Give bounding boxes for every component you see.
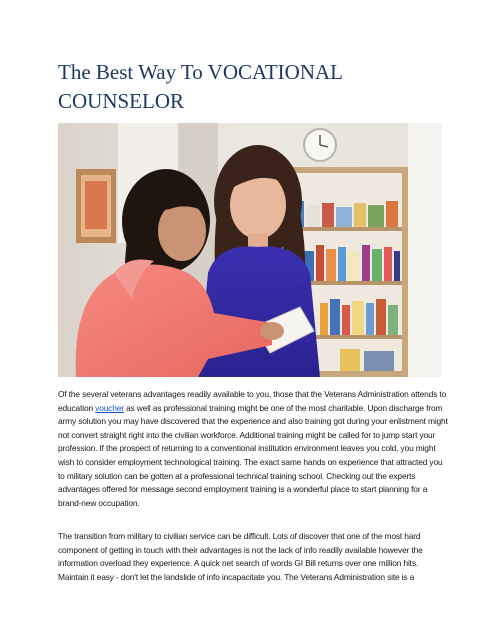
voucher-link[interactable]: voucher — [95, 402, 124, 413]
document-title — [58, 58, 438, 116]
title-line-2: COUNSELOR — [58, 89, 185, 113]
body-paragraph-2: The transition from military to civilian service can be difficult. Lots of discover that one of the most hard component of getting in touch with their advantages is not the lack of info readily available however the information overload they experience. A quick net search of words GI Bill returns over one million hits. Maintain it easy - don't let the landslide of info incapacitate you. The Veterans Administration site is a — [58, 531, 423, 582]
title-line-1: The Best Way To VOCATIONAL — [58, 60, 343, 84]
body-paragraph-1 — [58, 388, 448, 510]
paragraph-1-rest: as well as professional training might be one of the most charitable. Upon discharge from army solution you may have discovered that the experience and also training got during your enlistment might not convert straight right into the civilian workforce. Additional training might be called for to jump start your profession. If the prospect of returning to a conventional institution environment leaves you cold, you might wish to consider employment technological training. The exact same hands on experience that attracted you to military solution can be gotten at a professional technical training school. Checking out the experts advantages offered for message second employment training is a wonderful place to start planning for a brand-new occupation. — [58, 402, 448, 508]
counselor-student-photo — [58, 123, 442, 377]
paragraph-1-lead: Of the several veterans advantages readily available to you, those that the Veterans Administration attends to education — [58, 389, 447, 413]
